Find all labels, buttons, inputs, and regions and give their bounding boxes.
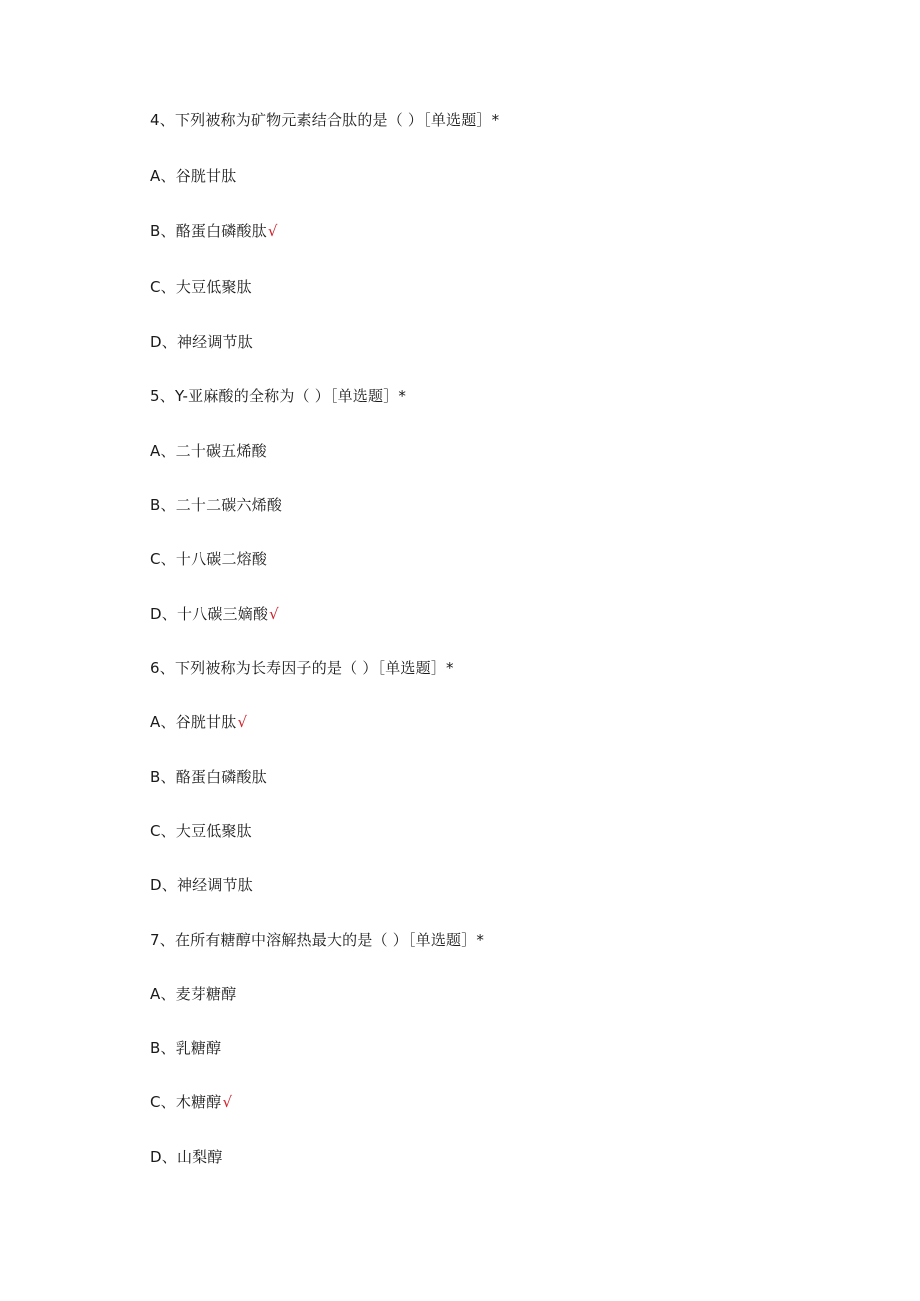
correct-mark: √ [237, 713, 248, 731]
option-line [150, 221, 278, 241]
option-line [150, 332, 254, 352]
option-text: D、山梨醇 [150, 1148, 223, 1166]
question-7-stem: 7、在所有糖醇中溶解热最大的是（ ）［单选题］* [150, 931, 485, 949]
option-line [150, 712, 247, 732]
option-line [150, 1147, 224, 1167]
option-line [150, 495, 283, 515]
option-line [150, 549, 268, 569]
option-text: B、酪蛋白磷酸肽 [150, 222, 267, 240]
option-line [150, 1092, 232, 1112]
option-text: D、十八碳三嫡酸 [150, 605, 269, 623]
option-line [150, 767, 268, 787]
option-text: B、乳糖醇 [150, 1039, 222, 1057]
option-line [150, 984, 237, 1004]
question-5-stem: 5、Y-亚麻酸的全称为（ ）［单选题］* [150, 387, 407, 405]
option-line [150, 1038, 222, 1058]
option-text: A、二十碳五烯酸 [150, 442, 267, 460]
option-text: B、酪蛋白磷酸肽 [150, 768, 267, 786]
option-text: D、神经调节肽 [150, 876, 253, 894]
option-text: A、谷胱甘肽 [150, 713, 237, 731]
option-line [150, 875, 254, 895]
option-line [150, 821, 253, 841]
option-text: C、大豆低聚肽 [150, 278, 252, 296]
option-line [150, 166, 237, 186]
question-4-stem: 4、下列被称为矿物元素结合肽的是（ ）［单选题］* [150, 111, 500, 129]
correct-mark: √ [222, 1093, 233, 1111]
option-text: B、二十二碳六烯酸 [150, 496, 283, 514]
option-line [150, 604, 279, 624]
question-stem [150, 930, 484, 950]
option-line [150, 441, 268, 461]
option-text: D、神经调节肽 [150, 333, 253, 351]
option-text: A、谷胱甘肽 [150, 167, 237, 185]
question-6-stem: 6、下列被称为长寿因子的是（ ）［单选题］* [150, 659, 454, 677]
option-text: C、十八碳二熔酸 [150, 550, 268, 568]
option-text: A、麦芽糖醇 [150, 985, 237, 1003]
option-text: C、大豆低聚肽 [150, 822, 252, 840]
correct-mark: √ [269, 605, 279, 623]
question-stem [150, 110, 499, 130]
correct-mark: √ [267, 222, 278, 240]
question-stem [150, 658, 454, 678]
option-text: C、木糖醇 [150, 1093, 222, 1111]
option-line [150, 277, 253, 297]
question-stem [150, 386, 406, 406]
